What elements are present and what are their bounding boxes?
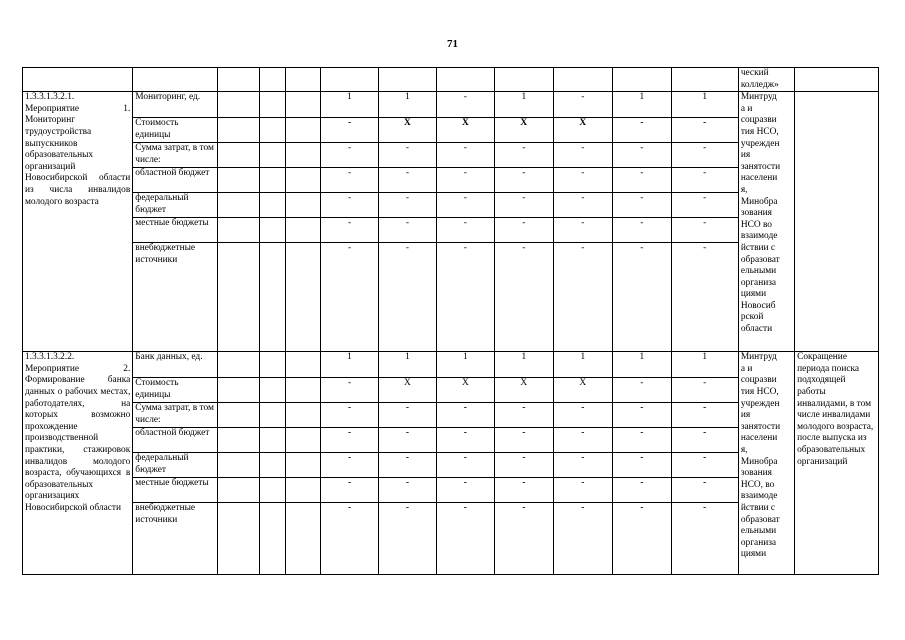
empty-cell [285,168,320,193]
value-cell: - [436,218,494,243]
value-cell: - [671,478,738,503]
value-cell: - [320,193,378,218]
empty-cell [495,68,553,92]
value-cell: - [495,218,553,243]
value-cell: - [320,218,378,243]
activity-title-cell: 1.3.3.1.3.2.2. Мероприятие 2. Формирование банка данных о рабочих местах, работодателях, на которых возможно прохождение производственной практики, стажировок инвалидов молодого возраста, обучающихся в образовательных организациях Новосибирской области [23,352,133,575]
value-cell: 1 [671,92,738,118]
indicator-label: областной бюджет [133,428,218,453]
value-cell: - [613,118,671,143]
empty-cell [218,68,260,92]
empty-cell [285,68,320,92]
empty-cell [260,352,285,378]
value-cell: - [320,168,378,193]
empty-cell [260,68,285,92]
empty-cell [260,428,285,453]
value-cell: Х [553,118,613,143]
empty-cell [218,403,260,428]
value-cell: - [553,243,613,352]
value-cell: - [671,453,738,478]
value-cell: - [613,428,671,453]
indicator-label: внебюджетные источники [133,243,218,352]
executor-continuation: ческий колледж» [738,68,794,92]
value-cell: - [379,243,436,352]
empty-cell [285,218,320,243]
empty-cell [218,118,260,143]
value-cell: - [495,168,553,193]
value-cell: - [379,168,436,193]
empty-cell [285,193,320,218]
indicator-label: местные бюджеты [133,478,218,503]
value-cell: - [436,428,494,453]
empty-cell [285,352,320,378]
value-cell: - [379,218,436,243]
empty-cell [23,68,133,92]
indicator-label: Сумма затрат, в том числе: [133,143,218,168]
empty-cell [218,428,260,453]
value-cell: - [495,503,553,575]
empty-cell [285,453,320,478]
empty-cell [285,143,320,168]
empty-cell [260,218,285,243]
table-row [23,92,879,118]
value-cell: - [671,428,738,453]
value-cell: - [553,478,613,503]
executor-cell: Минтруд а и соцразви тия НСО, учрежден ия занятости населени я, Минобра зования НСО во взаимоде йствии с образоват ельными организа циями Новосиб рской области [738,92,794,352]
value-cell: - [379,143,436,168]
value-cell: 1 [613,92,671,118]
value-cell: Х [495,118,553,143]
value-cell: - [320,428,378,453]
value-cell: - [553,453,613,478]
value-cell: - [553,168,613,193]
empty-cell [553,68,613,92]
value-cell: - [613,168,671,193]
value-cell: - [320,503,378,575]
empty-cell [260,378,285,403]
empty-cell [285,378,320,403]
value-cell: - [553,92,613,118]
value-cell: - [671,193,738,218]
empty-cell [671,68,738,92]
empty-cell [218,453,260,478]
value-cell: 1 [671,352,738,378]
value-cell: Х [436,118,494,143]
value-cell: - [495,193,553,218]
indicator-label: Стоимость единицы [133,378,218,403]
indicator-label: местные бюджеты [133,218,218,243]
value-cell: - [436,403,494,428]
program-activities-table [22,67,879,575]
value-cell: - [613,403,671,428]
value-cell: - [436,478,494,503]
empty-cell [218,218,260,243]
empty-cell [285,403,320,428]
value-cell: - [495,243,553,352]
value-cell: - [553,403,613,428]
value-cell: - [613,478,671,503]
value-cell: - [553,428,613,453]
empty-cell [285,92,320,118]
value-cell: - [613,218,671,243]
value-cell: 1 [495,92,553,118]
expected-result-cell: Сокращение периода поиска подходящей работы инвалидами, в том числе инвалидами молодого возраста, после выпуска из образовательных организаций [795,352,879,575]
value-cell: - [379,193,436,218]
indicator-label: федеральный бюджет [133,193,218,218]
value-cell: - [436,503,494,575]
value-cell: - [671,403,738,428]
value-cell: - [495,403,553,428]
value-cell: - [379,403,436,428]
value-cell: - [320,478,378,503]
empty-cell [260,453,285,478]
value-cell: - [671,143,738,168]
indicator-label: внебюджетные источники [133,503,218,575]
executor-cell: Минтруд а и соцразви тия НСО, учрежден ия занятости населени я, Минобра зования НСО, во взаимоде йствии с образоват ельными организа циями [738,352,794,575]
value-cell: 1 [320,92,378,118]
value-cell: - [379,428,436,453]
expected-result-cell [795,92,879,352]
empty-cell [285,478,320,503]
empty-cell [379,68,436,92]
empty-cell [320,68,378,92]
value-cell: 1 [320,352,378,378]
value-cell: - [613,503,671,575]
empty-cell [285,118,320,143]
empty-cell [260,503,285,575]
activity-title-cell: 1.3.3.1.3.2.1. Мероприятие 1. Мониторинг трудоустройства выпускников образовательных организаций Новосибирской области из числа инвалидов молодого возраста [23,92,133,352]
value-cell: Х [379,378,436,403]
table-body [23,68,879,575]
empty-cell [218,352,260,378]
value-cell: - [613,243,671,352]
indicator-label: Сумма затрат, в том числе: [133,403,218,428]
value-cell: - [671,118,738,143]
empty-cell [218,168,260,193]
value-cell: - [671,168,738,193]
value-cell: - [613,143,671,168]
value-cell: - [436,92,494,118]
value-cell: - [436,243,494,352]
value-cell: 1 [495,352,553,378]
empty-cell [260,403,285,428]
value-cell: - [671,218,738,243]
empty-cell [260,92,285,118]
value-cell: - [553,218,613,243]
empty-cell [218,503,260,575]
empty-cell [795,68,879,92]
value-cell: - [379,503,436,575]
value-cell: - [379,478,436,503]
value-cell: - [495,453,553,478]
value-cell: - [379,453,436,478]
empty-cell [218,92,260,118]
value-cell: 1 [436,352,494,378]
value-cell: 1 [613,352,671,378]
value-cell: - [495,428,553,453]
indicator-label: федеральный бюджет [133,453,218,478]
empty-cell [260,143,285,168]
value-cell: - [671,378,738,403]
value-cell: - [320,118,378,143]
empty-cell [133,68,218,92]
indicator-label: Стоимость единицы [133,118,218,143]
indicator-label: областной бюджет [133,168,218,193]
value-cell: 1 [553,352,613,378]
empty-cell [218,143,260,168]
empty-cell [218,243,260,352]
value-cell: - [320,243,378,352]
empty-cell [218,478,260,503]
value-cell: Х [379,118,436,143]
value-cell: - [671,503,738,575]
empty-cell [285,503,320,575]
value-cell: - [436,168,494,193]
value-cell: - [436,453,494,478]
empty-cell [613,68,671,92]
value-cell: Х [553,378,613,403]
value-cell: - [553,503,613,575]
indicator-label: Мониторинг, ед. [133,92,218,118]
value-cell: - [320,143,378,168]
value-cell: Х [495,378,553,403]
value-cell: - [495,478,553,503]
value-cell: - [320,453,378,478]
value-cell: - [553,143,613,168]
value-cell: - [613,193,671,218]
value-cell: 1 [379,92,436,118]
empty-cell [436,68,494,92]
value-cell: - [436,193,494,218]
value-cell: - [613,453,671,478]
empty-cell [285,428,320,453]
value-cell: - [495,143,553,168]
value-cell: - [320,378,378,403]
value-cell: - [436,143,494,168]
empty-cell [260,193,285,218]
value-cell: Х [436,378,494,403]
empty-cell [260,478,285,503]
value-cell: - [553,193,613,218]
value-cell: - [320,403,378,428]
empty-cell [285,243,320,352]
indicator-label: Банк данных, ед. [133,352,218,378]
empty-cell [218,193,260,218]
empty-cell [260,168,285,193]
empty-cell [260,118,285,143]
table-row [23,352,879,378]
page-number: 71 [447,38,458,50]
empty-cell [260,243,285,352]
value-cell: - [671,243,738,352]
continuation-row [23,68,879,92]
empty-cell [218,378,260,403]
value-cell: 1 [379,352,436,378]
value-cell: - [613,378,671,403]
